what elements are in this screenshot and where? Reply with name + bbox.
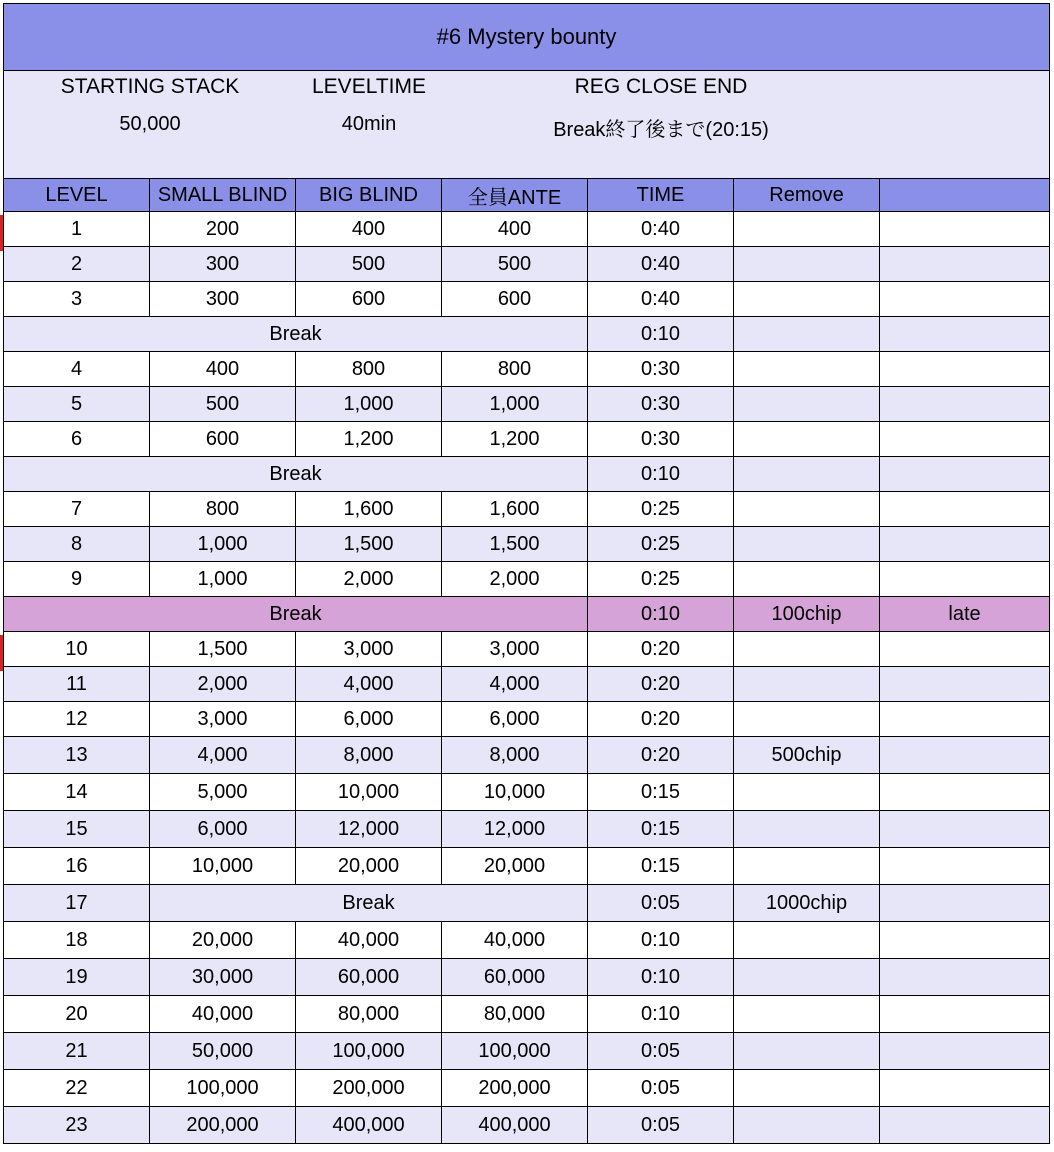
cell-time[interactable]: 0:10 (588, 597, 734, 632)
table-row (4, 457, 1050, 492)
cell-time[interactable]: 0:05 (588, 885, 734, 922)
cell-time[interactable]: 0:10 (588, 922, 734, 959)
table-row (4, 774, 1050, 811)
cell-ante[interactable]: 60,000 (442, 959, 588, 996)
cell-time[interactable]: 0:05 (588, 1107, 734, 1144)
table-row (4, 1033, 1050, 1070)
cell-ante[interactable]: 20,000 (442, 848, 588, 885)
cell-ante[interactable]: 400,000 (442, 1107, 588, 1144)
cell-big-blind[interactable]: 400,000 (296, 1107, 442, 1144)
cell-time[interactable]: 0:20 (588, 702, 734, 737)
cell-level[interactable]: 12 (4, 702, 150, 737)
cell-ante[interactable]: 800 (442, 352, 588, 387)
reg-close-value: Break終了後まで(20:15) (553, 119, 769, 141)
cell-ante[interactable]: 80,000 (442, 996, 588, 1033)
cell-remove[interactable] (734, 457, 880, 492)
table-row (4, 562, 1050, 597)
cell-remove[interactable] (734, 562, 880, 597)
cell-ante[interactable]: 12,000 (442, 811, 588, 848)
cell-small-blind[interactable]: 600 (150, 422, 296, 457)
header-level[interactable]: LEVEL (4, 179, 150, 212)
cell-note[interactable] (880, 774, 1050, 811)
cell-note[interactable] (880, 422, 1050, 457)
cell-big-blind[interactable]: 12,000 (296, 811, 442, 848)
cell-ante[interactable]: 1,200 (442, 422, 588, 457)
cell-remove[interactable] (734, 387, 880, 422)
cell-small-blind[interactable]: 2,000 (150, 667, 296, 702)
cell-break-label[interactable]: Break (4, 317, 588, 352)
cell-remove[interactable] (734, 702, 880, 737)
table-row (4, 527, 1050, 562)
cell-big-blind[interactable]: 500 (296, 247, 442, 282)
cell-time[interactable]: 0:20 (588, 737, 734, 774)
cell-note[interactable] (880, 387, 1050, 422)
cell-big-blind[interactable]: 1,500 (296, 527, 442, 562)
cell-time[interactable]: 0:40 (588, 212, 734, 247)
cell-break-label[interactable]: Break (150, 885, 588, 922)
cell-note[interactable] (880, 632, 1050, 667)
row-marker (0, 635, 3, 671)
cell-note[interactable] (880, 811, 1050, 848)
cell-note[interactable] (880, 317, 1050, 352)
cell-ante[interactable]: 40,000 (442, 922, 588, 959)
cell-time[interactable]: 0:10 (588, 317, 734, 352)
cell-remove[interactable] (734, 848, 880, 885)
cell-break-label[interactable]: Break (4, 457, 588, 492)
leveltime-label: LEVELTIME (312, 75, 426, 98)
cell-remove[interactable] (734, 1033, 880, 1070)
blind-structure-table (3, 3, 1050, 1144)
cell-level[interactable]: 2 (4, 247, 150, 282)
cell-remove[interactable] (734, 492, 880, 527)
cell-level[interactable]: 16 (4, 848, 150, 885)
cell-note[interactable]: late (880, 597, 1050, 632)
cell-ante[interactable]: 200,000 (442, 1070, 588, 1107)
cell-time[interactable]: 0:20 (588, 667, 734, 702)
cell-big-blind[interactable]: 200,000 (296, 1070, 442, 1107)
cell-time[interactable]: 0:10 (588, 457, 734, 492)
cell-small-blind[interactable]: 200 (150, 212, 296, 247)
cell-small-blind[interactable]: 800 (150, 492, 296, 527)
cell-big-blind[interactable]: 40,000 (296, 922, 442, 959)
cell-level[interactable]: 1 (4, 212, 150, 247)
cell-note[interactable] (880, 492, 1050, 527)
leveltime-value: 40min (341, 113, 397, 135)
cell-level[interactable]: 8 (4, 527, 150, 562)
cell-small-blind[interactable]: 50,000 (150, 1033, 296, 1070)
cell-big-blind[interactable]: 100,000 (296, 1033, 442, 1070)
cell-note[interactable] (880, 1033, 1050, 1070)
cell-ante[interactable]: 1,000 (442, 387, 588, 422)
cell-ante[interactable]: 400 (442, 212, 588, 247)
cell-ante[interactable]: 3,000 (442, 632, 588, 667)
cell-note[interactable] (880, 562, 1050, 597)
cell-small-blind[interactable]: 1,500 (150, 632, 296, 667)
cell-note[interactable] (880, 885, 1050, 922)
cell-remove[interactable] (734, 1107, 880, 1144)
cell-level[interactable]: 19 (4, 959, 150, 996)
cell-remove[interactable] (734, 422, 880, 457)
cell-big-blind[interactable]: 60,000 (296, 959, 442, 996)
cell-big-blind[interactable]: 2,000 (296, 562, 442, 597)
cell-big-blind[interactable]: 80,000 (296, 996, 442, 1033)
cell-time[interactable]: 0:25 (588, 527, 734, 562)
cell-note[interactable] (880, 996, 1050, 1033)
cell-ante[interactable]: 4,000 (442, 667, 588, 702)
cell-remove[interactable] (734, 317, 880, 352)
cell-big-blind[interactable]: 10,000 (296, 774, 442, 811)
cell-level[interactable]: 18 (4, 922, 150, 959)
cell-level[interactable]: 11 (4, 667, 150, 702)
cell-break-label[interactable]: Break (4, 597, 588, 632)
cell-note[interactable] (880, 959, 1050, 996)
cell-note[interactable] (880, 352, 1050, 387)
table-row (4, 996, 1050, 1033)
table-row (4, 247, 1050, 282)
cell-level[interactable]: 3 (4, 282, 150, 317)
cell-remove[interactable] (734, 1070, 880, 1107)
cell-level[interactable]: 21 (4, 1033, 150, 1070)
reg-close-label: REG CLOSE END (574, 75, 748, 98)
cell-remove[interactable] (734, 352, 880, 387)
info-section (4, 71, 1050, 179)
table-row (4, 811, 1050, 848)
cell-small-blind[interactable]: 40,000 (150, 996, 296, 1033)
cell-time[interactable]: 0:15 (588, 774, 734, 811)
cell-small-blind[interactable]: 300 (150, 282, 296, 317)
header-small-blind[interactable]: SMALL BLIND (150, 179, 296, 212)
cell-level[interactable]: 14 (4, 774, 150, 811)
table-row (4, 959, 1050, 996)
table-row (4, 317, 1050, 352)
cell-time[interactable]: 0:05 (588, 1033, 734, 1070)
cell-note[interactable] (880, 282, 1050, 317)
cell-big-blind[interactable]: 1,000 (296, 387, 442, 422)
table-row (4, 922, 1050, 959)
cell-remove[interactable]: 1000chip (734, 885, 880, 922)
cell-time[interactable]: 0:10 (588, 996, 734, 1033)
cell-remove[interactable] (734, 996, 880, 1033)
cell-small-blind[interactable]: 4,000 (150, 737, 296, 774)
table-row (4, 1107, 1050, 1144)
cell-level[interactable]: 13 (4, 737, 150, 774)
cell-big-blind[interactable]: 6,000 (296, 702, 442, 737)
cell-remove[interactable] (734, 247, 880, 282)
title-row (4, 4, 1050, 71)
cell-small-blind[interactable]: 10,000 (150, 848, 296, 885)
header-big-blind[interactable]: BIG BLIND (296, 179, 442, 212)
cell-note[interactable] (880, 702, 1050, 737)
header-remove[interactable]: Remove (734, 179, 880, 212)
column-header-row (4, 179, 1050, 212)
cell-small-blind[interactable]: 3,000 (150, 702, 296, 737)
cell-small-blind[interactable]: 400 (150, 352, 296, 387)
cell-note[interactable] (880, 848, 1050, 885)
cell-remove[interactable] (734, 632, 880, 667)
cell-big-blind[interactable]: 600 (296, 282, 442, 317)
cell-remove[interactable] (734, 667, 880, 702)
cell-big-blind[interactable]: 400 (296, 212, 442, 247)
cell-time[interactable]: 0:25 (588, 492, 734, 527)
cell-level[interactable]: 10 (4, 632, 150, 667)
cell-level[interactable]: 23 (4, 1107, 150, 1144)
table-row (4, 885, 1050, 922)
table-row (4, 352, 1050, 387)
cell-time[interactable]: 0:40 (588, 282, 734, 317)
cell-level[interactable]: 5 (4, 387, 150, 422)
table-row (4, 422, 1050, 457)
cell-time[interactable]: 0:15 (588, 848, 734, 885)
cell-note[interactable] (880, 457, 1050, 492)
cell-level[interactable]: 15 (4, 811, 150, 848)
cell-big-blind[interactable]: 1,200 (296, 422, 442, 457)
cell-level[interactable]: 22 (4, 1070, 150, 1107)
cell-level[interactable]: 7 (4, 492, 150, 527)
starting-stack-value: 50,000 (119, 113, 181, 135)
cell-small-blind[interactable]: 5,000 (150, 774, 296, 811)
cell-big-blind[interactable]: 3,000 (296, 632, 442, 667)
cell-level[interactable]: 17 (4, 885, 150, 922)
cell-big-blind[interactable]: 4,000 (296, 667, 442, 702)
table-row (4, 597, 1050, 632)
cell-remove[interactable] (734, 774, 880, 811)
cell-time[interactable]: 0:30 (588, 352, 734, 387)
cell-remove[interactable]: 100chip (734, 597, 880, 632)
cell-ante[interactable]: 1,600 (442, 492, 588, 527)
cell-level[interactable]: 4 (4, 352, 150, 387)
cell-ante[interactable]: 600 (442, 282, 588, 317)
cell-ante[interactable]: 2,000 (442, 562, 588, 597)
table-row (4, 848, 1050, 885)
cell-big-blind[interactable]: 20,000 (296, 848, 442, 885)
cell-small-blind[interactable]: 1,000 (150, 562, 296, 597)
cell-remove[interactable] (734, 922, 880, 959)
row-marker (0, 215, 3, 251)
cell-level[interactable]: 9 (4, 562, 150, 597)
cell-time[interactable]: 0:10 (588, 959, 734, 996)
table-row (4, 1070, 1050, 1107)
cell-note[interactable] (880, 212, 1050, 247)
cell-remove[interactable] (734, 811, 880, 848)
cell-note[interactable] (880, 737, 1050, 774)
table-row (4, 212, 1050, 247)
cell-small-blind[interactable]: 100,000 (150, 1070, 296, 1107)
table-row (4, 667, 1050, 702)
cell-small-blind[interactable]: 200,000 (150, 1107, 296, 1144)
table-row (4, 492, 1050, 527)
cell-note[interactable] (880, 667, 1050, 702)
cell-big-blind[interactable]: 800 (296, 352, 442, 387)
cell-note[interactable] (880, 247, 1050, 282)
cell-ante[interactable]: 500 (442, 247, 588, 282)
cell-remove[interactable]: 500chip (734, 737, 880, 774)
cell-time[interactable]: 0:25 (588, 562, 734, 597)
cell-remove[interactable] (734, 959, 880, 996)
cell-time[interactable]: 0:40 (588, 247, 734, 282)
cell-time[interactable]: 0:30 (588, 422, 734, 457)
cell-ante[interactable]: 6,000 (442, 702, 588, 737)
cell-level[interactable]: 20 (4, 996, 150, 1033)
cell-time[interactable]: 0:20 (588, 632, 734, 667)
cell-big-blind[interactable]: 1,600 (296, 492, 442, 527)
cell-small-blind[interactable]: 300 (150, 247, 296, 282)
header-time[interactable]: TIME (588, 179, 734, 212)
header-ante[interactable]: 全員ANTE (442, 179, 588, 212)
cell-note[interactable] (880, 922, 1050, 959)
header-extra[interactable] (880, 179, 1050, 212)
cell-remove[interactable] (734, 527, 880, 562)
starting-stack-label: STARTING STACK (60, 75, 240, 98)
cell-time[interactable]: 0:15 (588, 811, 734, 848)
cell-note[interactable] (880, 1070, 1050, 1107)
cell-time[interactable]: 0:30 (588, 387, 734, 422)
table-row (4, 282, 1050, 317)
cell-time[interactable]: 0:05 (588, 1070, 734, 1107)
cell-ante[interactable]: 10,000 (442, 774, 588, 811)
cell-big-blind[interactable]: 8,000 (296, 737, 442, 774)
cell-note[interactable] (880, 527, 1050, 562)
table-row (4, 387, 1050, 422)
cell-ante[interactable]: 100,000 (442, 1033, 588, 1070)
cell-small-blind[interactable]: 30,000 (150, 959, 296, 996)
blind-structure-sheet (3, 3, 1049, 1144)
cell-note[interactable] (880, 1107, 1050, 1144)
table-row (4, 632, 1050, 667)
cell-small-blind[interactable]: 500 (150, 387, 296, 422)
cell-remove[interactable] (734, 212, 880, 247)
cell-level[interactable]: 6 (4, 422, 150, 457)
cell-remove[interactable] (734, 282, 880, 317)
table-row (4, 737, 1050, 774)
cell-ante[interactable]: 8,000 (442, 737, 588, 774)
cell-small-blind[interactable]: 1,000 (150, 527, 296, 562)
cell-small-blind[interactable]: 20,000 (150, 922, 296, 959)
page-title[interactable]: #6 Mystery bounty (4, 4, 1050, 71)
cell-ante[interactable]: 1,500 (442, 527, 588, 562)
table-row (4, 702, 1050, 737)
cell-small-blind[interactable]: 6,000 (150, 811, 296, 848)
